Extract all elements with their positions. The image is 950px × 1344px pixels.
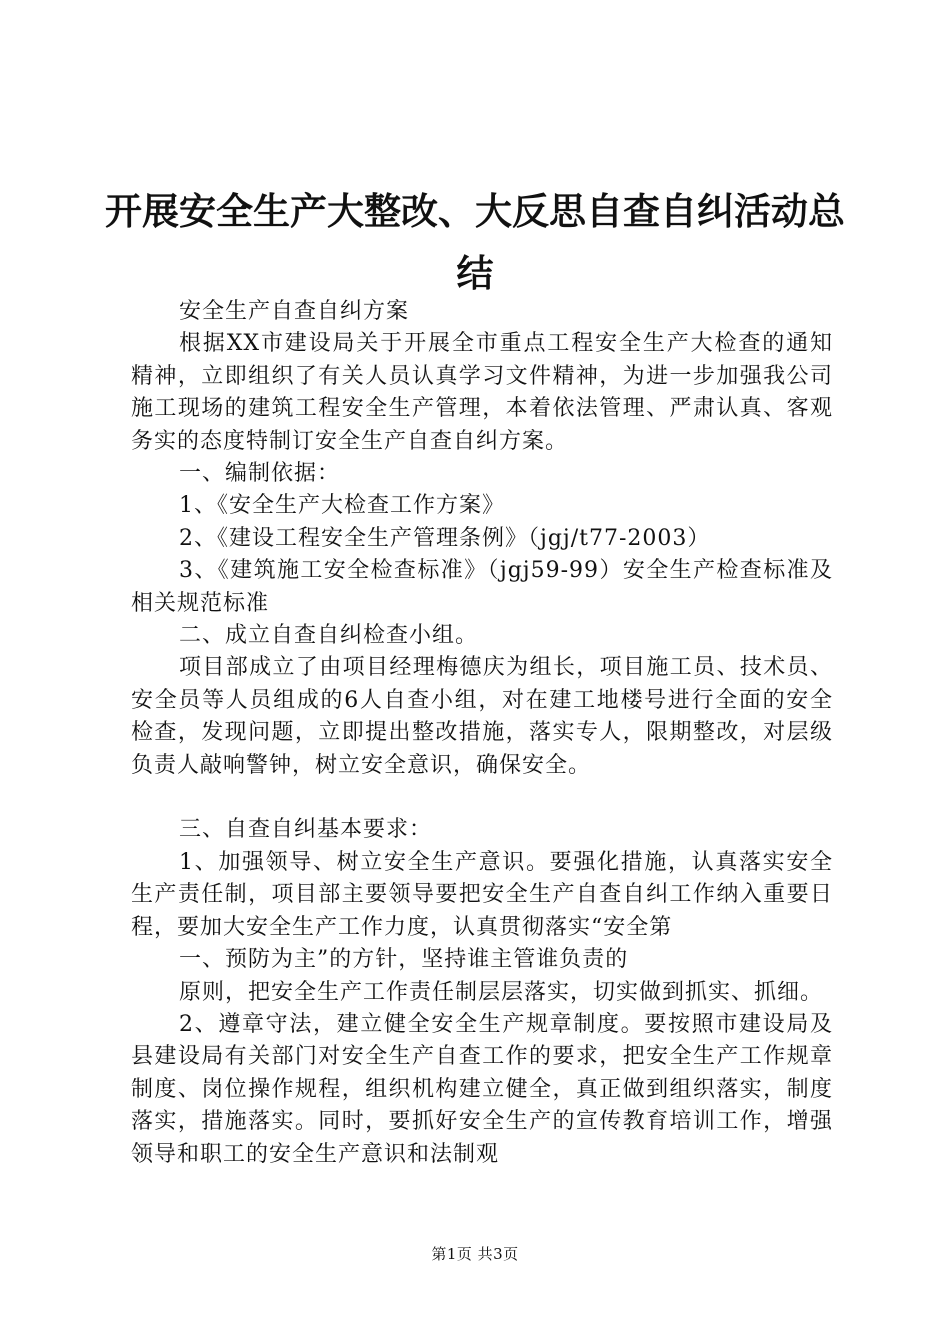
requirement-item-2: 2、遵章守法，建立健全安全生产规章制度。要按照市建设局及县建设局有关部门对安全生产自查工作的要求，把安全生产工作规章制度、岗位操作规程，组织机构建立健全，真正做到组织落实，制度落实，措施落实。同时，要抓好安全生产的宣传教育培训工作，增强领导和职工的安全生产意识和法制观 (131, 1011, 833, 1167)
section-heading-team: 二、成立自查自纠检查小组。 (179, 623, 479, 649)
paragraph-team: 项目部成立了由项目经理梅德庆为组长，项目施工员、技术员、安全员等人员组成的6人自查小组，对在建工地楼号进行全面的安全检查，发现问题，立即提出整改措施，落实专人，限期整改，对层级负责人敲响警钟，树立安全意识，确保安全。 (131, 655, 833, 778)
title-line-1: 开展安全生产大整改、大反思自查自纠活动总 (105, 189, 845, 233)
document-title (100, 180, 850, 304)
requirement-item-1-cont-2: 原则，把安全生产工作责任制层层落实，切实做到抓实、抓细。 (179, 979, 824, 1005)
document-body (131, 296, 833, 1171)
page-footer: 第1页 共3页 (431, 1245, 519, 1263)
title-line-2: 结 (456, 251, 494, 295)
basis-item-1: 1、《安全生产大检查工作方案》 (179, 493, 505, 519)
basis-item-3: 3、《建筑施工安全检查标准》（jgj59-99）安全生产检查标准及相关规范标准 (131, 558, 833, 616)
requirement-item-1-cont: 一、预防为主”的方针，坚持谁主管谁负责的 (179, 947, 629, 973)
requirement-item-1: 1、加强领导、树立安全生产意识。要强化措施，认真落实安全生产责任制，项目部主要领导要把安全生产自查自纠工作纳入重要日程，要加大安全生产工作力度，认真贯彻落实“安全第 (131, 849, 833, 940)
paragraph-subtitle: 安全生产自查自纠方案 (179, 299, 410, 324)
paragraph-intro: 根据XX市建设局关于开展全市重点工程安全生产大检查的通知精神，立即组织了有关人员认真学习文件精神，为进一步加强我公司施工现场的建筑工程安全生产管理，本着依法管理、严肃认真、客观务实的态度特制订安全生产自查自纠方案。 (131, 331, 833, 454)
basis-item-2: 2、《建设工程安全生产管理条例》（jgj/t77-2003） (179, 525, 711, 551)
section-heading-requirements: 三、自查自纠基本要求： (179, 817, 433, 843)
section-heading-basis: 一、编制依据： (179, 461, 341, 487)
